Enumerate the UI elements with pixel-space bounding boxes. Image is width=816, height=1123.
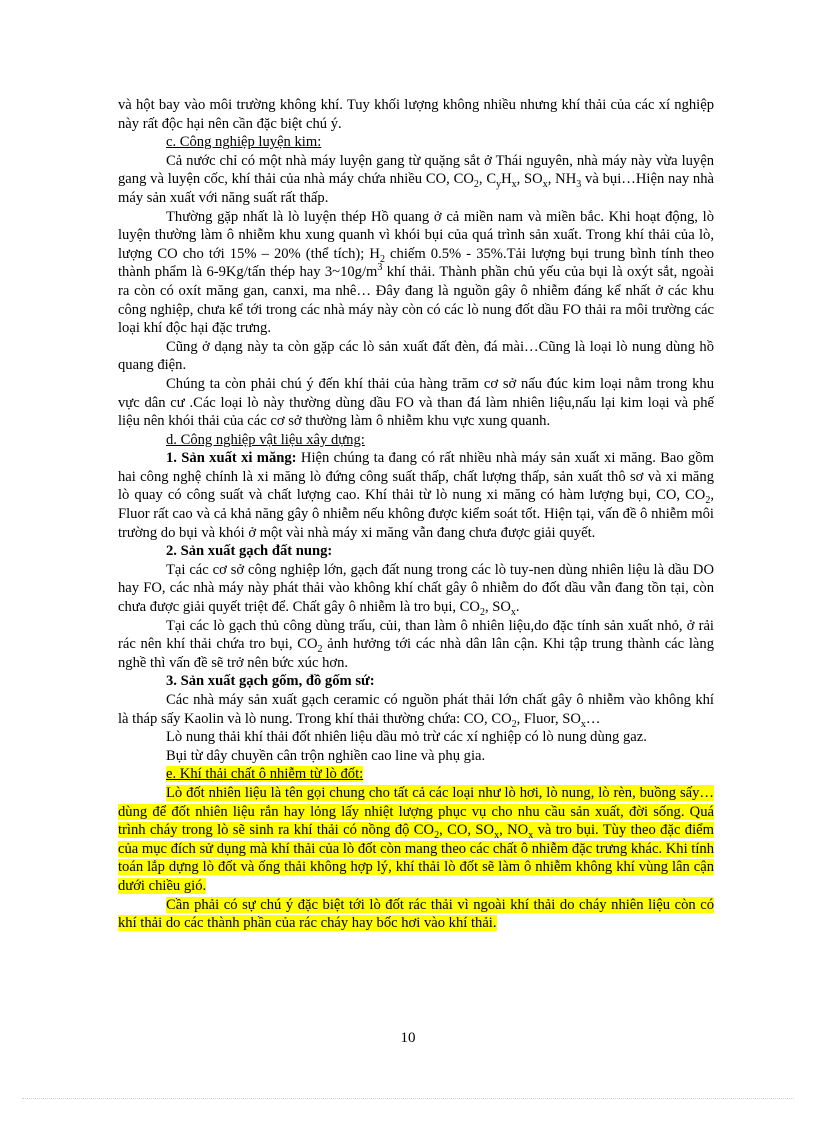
subsection-title: 2. Sản xuất gạch đất nung: bbox=[166, 543, 333, 560]
paragraph: Thường gặp nhất là lò luyện thép Hồ quang ở cả miền nam và miền bắc. Khi hoạt động, lò luyện thường làm ô nhiễm khu xung quanh vì khói bụi của quá trình sản xuất. Trong khí thải của lò, lượng CO cho tới 15% – 20% (thể tích); $H_2$ chiếm 0.5% - 35%.Tải lượng bụi trung bình tính theo thành phẩm là 6-9Kg/tấn thép hay $3\sim 10g/m^3$ khí thải. Thành phần chủ yếu của bụi là oxýt sắt, ngoài ra còn có oxít măng gan, canxi, ma nhê… Đây đang là nguồn gây ô nhiễm đáng kể nhất ở các khu công nghiệp, chưa kể tới trong các nhà máy này còn có các lò nung đốt dầu FO thải ra môi trường các loại khí độc hại đặc trưng. bbox=[118, 208, 715, 337]
paragraph: Tại các cơ sở công nghiệp lớn, gạch đất nung trong các lò tuy-nen dùng nhiên liệu là dầu DO hay FO, các nhà máy này phát thải vào không khí chất gây ô nhiễm do đốt dầu vẫn đang tồn tại, còn chưa được giải quyết triệt để. Chất gây ô nhiễm là tro bụi, $CO_2$, $SO_x$. bbox=[118, 561, 714, 618]
page-divider bbox=[22, 1098, 794, 1099]
paragraph: Cũng ở dạng này ta còn gặp các lò sản xuất đất đèn, đá mài…Cũng là loại lò nung dùng hồ quang điện. bbox=[118, 338, 714, 374]
paragraph: Chúng ta còn phải chú ý đến khí thải của hàng trăm cơ sở nấu đúc kim loại nằm trong khu vực dân cư .Các loại lò này thường dùng dầu FO và than đá làm nhiên liệu,nấu lại kim loại và phế liệu nên khói thải của các cơ sở thường làm ô nhiễm khu vực xung quanh. bbox=[118, 375, 714, 430]
subsection-title: 3. Sản xuất gạch gốm, đồ gốm sứ: bbox=[166, 673, 375, 690]
subsection-title: 1. Sản xuất xi măng: bbox=[166, 450, 297, 467]
paragraph: Tại các lò gạch thủ công dùng trấu, củi, than làm ô nhiên liệu,do đặc tính sản xuất nhỏ, ở rải rác nên khí thải chứa tro bụi, $CO_2$ ảnh hưởng tới các nhà dân lân cận. Khi tập trung thành các làng nghề thì vấn đề sẽ trở nên bức xúc hơn. bbox=[118, 617, 714, 671]
heading-incinerators: e. Khí thải chất ô nhiễm từ lò đốt: bbox=[166, 766, 364, 783]
document-page bbox=[118, 96, 714, 933]
highlighted-paragraph: Lò đốt nhiên liệu là tên gọi chung cho tất cả các loại như lò hơi, lò nung, lò rèn, buồng sấy…dùng để đốt nhiên liệu rắn hay lỏng lấy nhiệt lượng phục vụ cho nhu cầu sản xuất, đời sống. Quá trình cháy trong lò sẽ sinh ra khí thải có nồng độ $CO_2$, CO, $SO_x$, $NO_x$ và tro bụi. Tùy theo đặc điểm của mục đích sử dụng mà khí thải của lò đốt còn mang theo các chất ô nhiễm đặc trưng khác. Khi tính toán lắp dựng lò đốt và ống thải không hợp lý, khí thải lò đốt sẽ làm ô nhiễm không khí vùng lân cận dưới chiều gió. bbox=[118, 784, 714, 894]
paragraph: Các nhà máy sản xuất gạch ceramic có nguồn phát thải lớn chất gây ô nhiễm vào không khí là tháp sấy Kaolin và lò nung. Trong khí thải thường chứa: CO, $CO_2$, Fluor, $SO_x\dots$ bbox=[118, 692, 714, 730]
paragraph: 1. Sản xuất xi măng: Hiện chúng ta đang có rất nhiều nhà máy sản xuất xi măng. Bao gồm hai công nghệ chính là xi măng lò đứng công suất thấp, chất lượng thấp, sản xuất thô sơ và xi măng lò quay có công suất và chất lượng cao. Khí thải từ lò nung xi măng có hàm lượng bụi, CO, $CO_2$, Fluor rất cao và cả khả năng gây ô nhiễm nếu không được kiểm soát tốt. Hiện tại, vấn đề ô nhiễm môi trường do bụi và khói ở một vài nhà máy xi măng vẫn đang chưa được giải quyết. bbox=[118, 450, 715, 541]
paragraph: Cả nước chỉ có một nhà máy luyện gang từ quặng sắt ở Thái nguyên, nhà máy này vừa luyện gang và luyện cốc, khí thải của nhà máy chứa nhiều CO, $CO_2$, $C_yH_x$, $SO_x$, $NH_3$ và bụi…Hiện nay nhà máy sản xuất với năng suất rất thấp. bbox=[118, 152, 714, 206]
highlighted-paragraph: Cần phải có sự chú ý đặc biệt tới lò đốt rác thải vì ngoài khí thải do cháy nhiên liệu còn có khí thải do các thành phần của rác cháy hay bốc hơi vào khí thải. bbox=[118, 896, 714, 932]
paragraph: Bụi từ dây chuyền cân trộn nghiền cao line và phụ gia. bbox=[166, 747, 486, 764]
paragraph: và hột bay vào môi trường không khí. Tuy khối lượng không nhiều nhưng khí thải của các xí nghiệp này rất độc hại nên cần đặc biệt chú ý. bbox=[118, 97, 714, 132]
heading-metallurgy: c. Công nghiệp luyện kim: bbox=[166, 134, 322, 151]
page-number: 10 bbox=[400, 1030, 416, 1046]
paragraph: Lò nung thải khí thải đốt nhiên liệu dầu mỏ trừ các xí nghiệp có lò nung dùng gaz. bbox=[166, 729, 647, 746]
heading-construction-materials: d. Công nghiệp vật liệu xây dựng: bbox=[166, 431, 365, 448]
